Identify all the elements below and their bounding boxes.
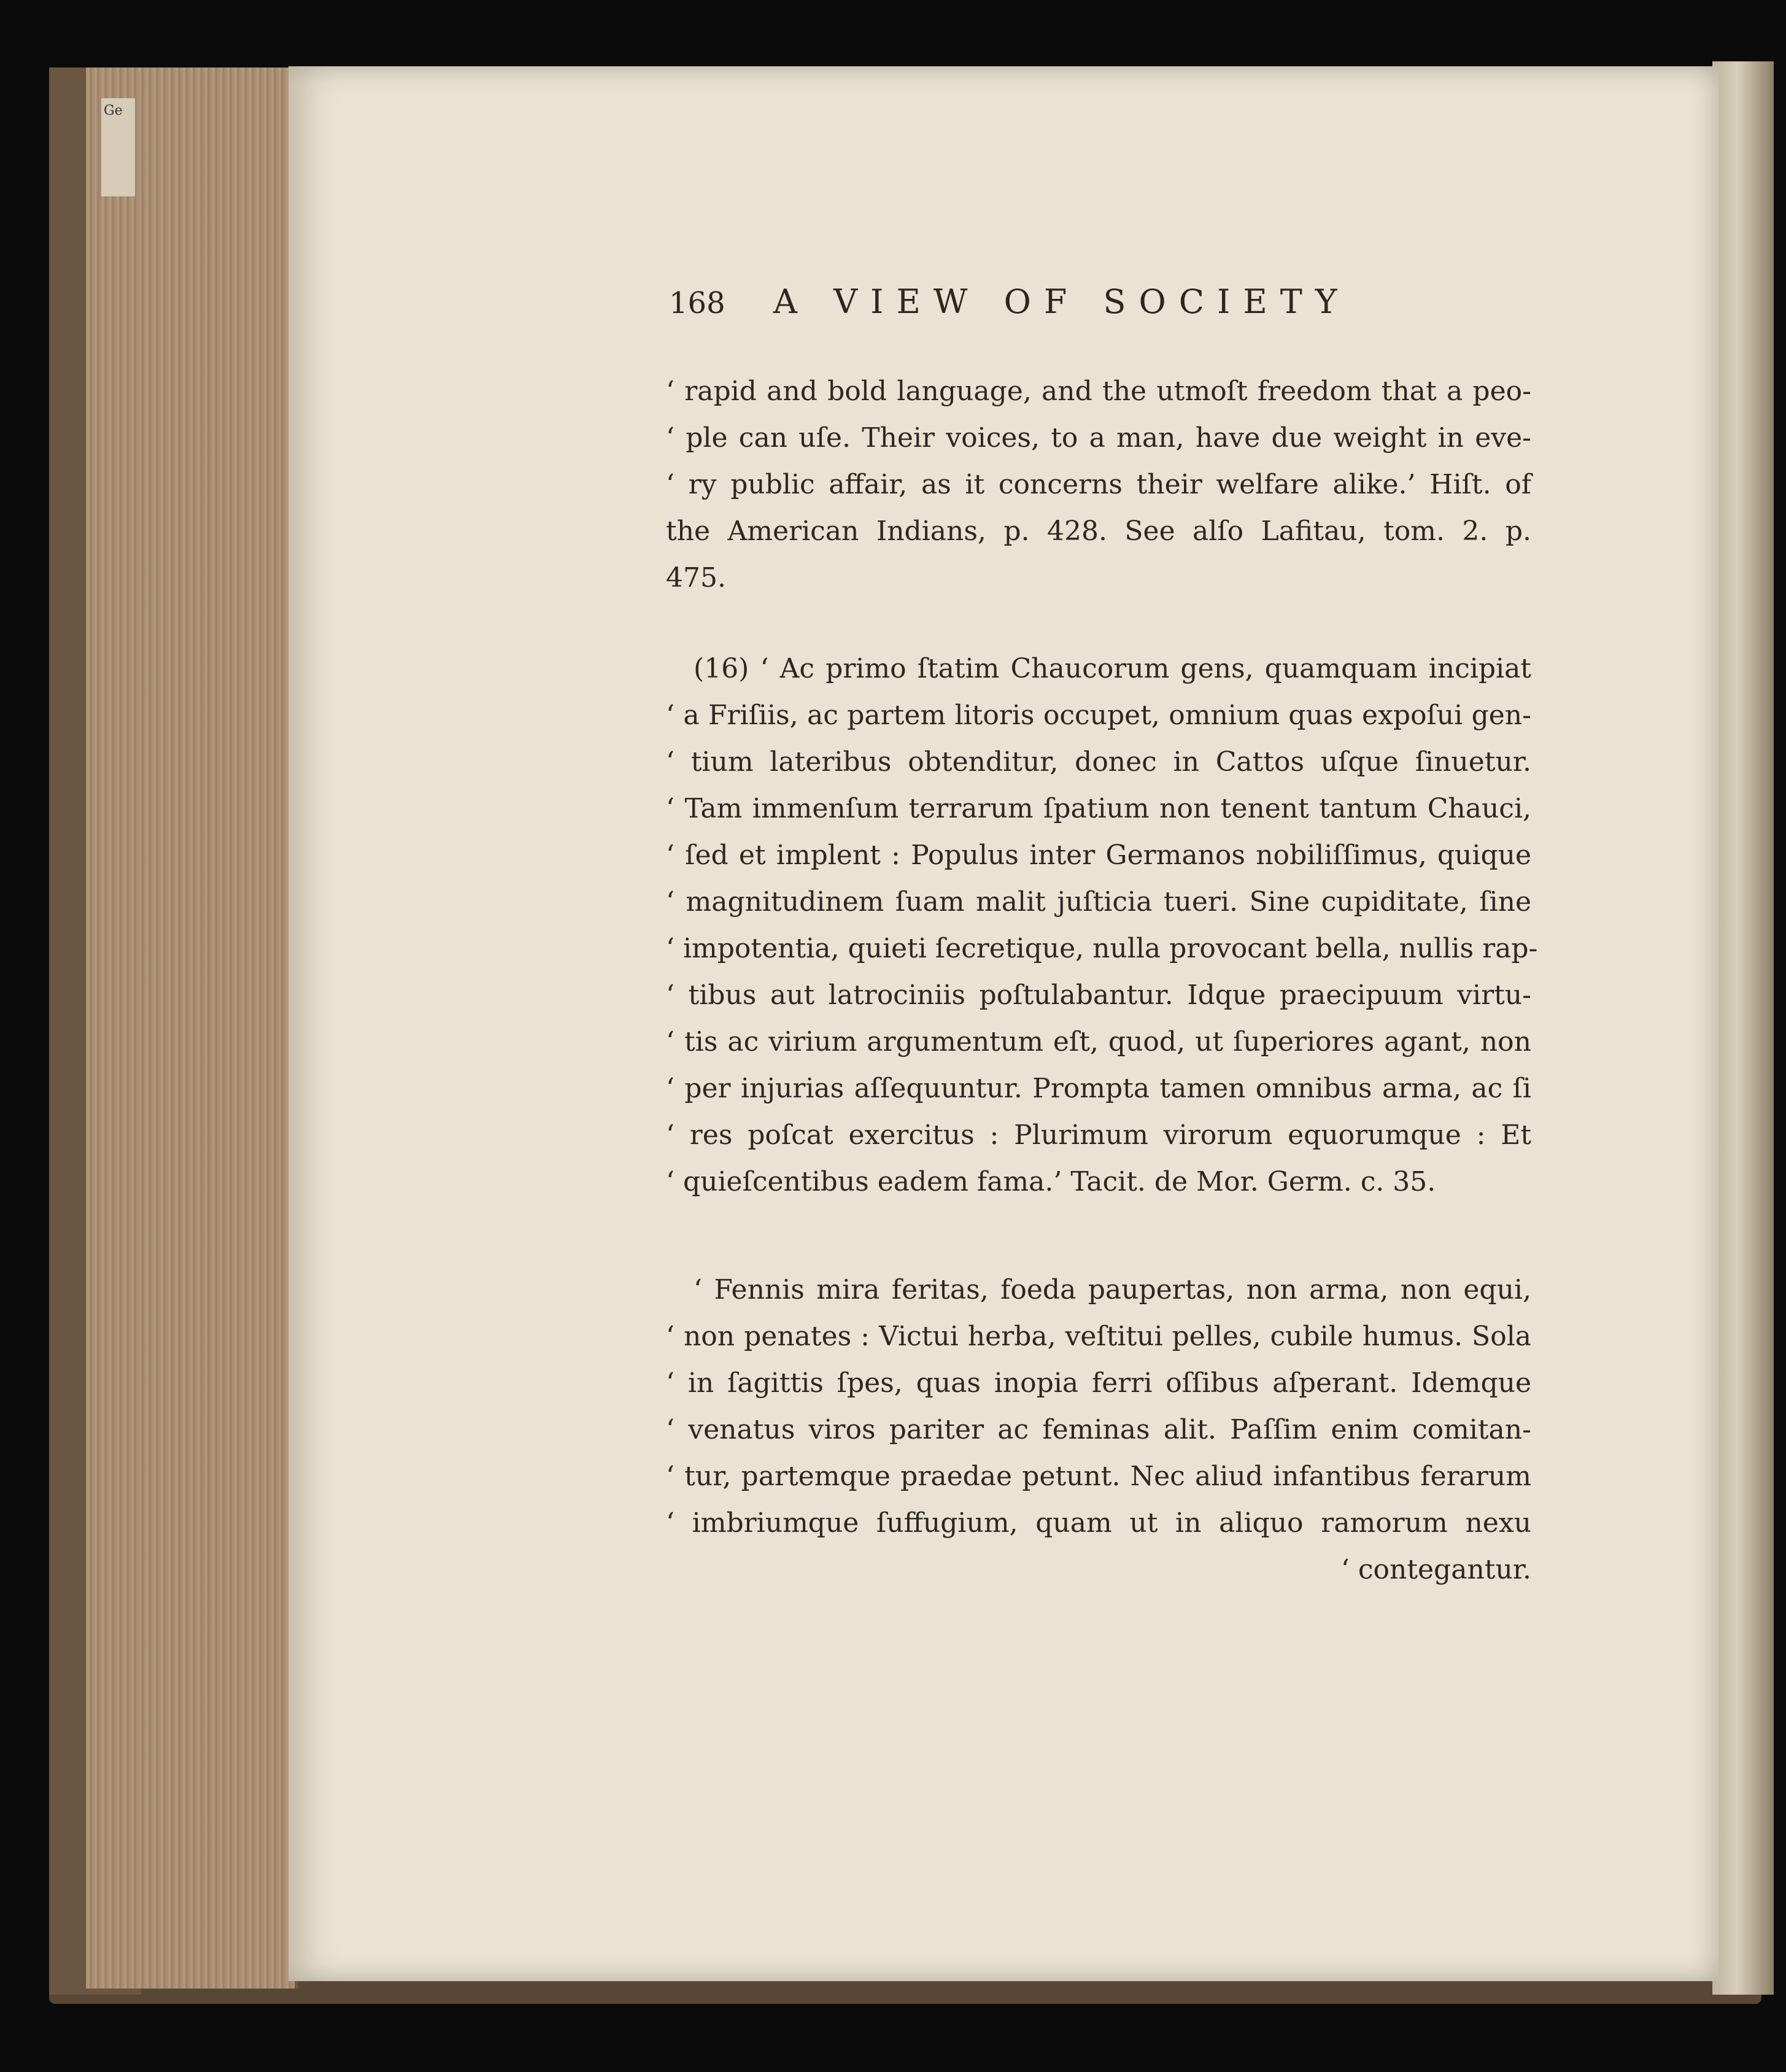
text-line: ‘ tibus aut latrociniis poſtulabantur. Idque praecipuum virtu- — [666, 980, 1531, 1011]
text-line: ‘ a Friſiis, ac partem litoris occupet, omnium quas expoſui gen- — [666, 700, 1531, 731]
text-block — [666, 368, 1538, 1593]
text-line: ‘ tur, partemque praedae petunt. Nec aliud infantibus ferarum — [666, 1461, 1531, 1492]
text-line: ‘ quieſcentibus eadem fama.’ Tacit. de Mor. Germ. c. 35. — [666, 1166, 1436, 1197]
text-line: ‘ ry public affair, as it concerns their welfare alike.’ Hiſt. of — [666, 469, 1531, 500]
facing-page-edge — [1712, 61, 1774, 1995]
text-line: ‘ tium lateribus obtenditur, donec in Cattos uſque ſinuetur. — [666, 746, 1531, 778]
catchword: ‘ contegantur. — [1340, 1554, 1531, 1585]
text-line: ‘ ſed et implent : Populus inter Germanos nobiliſſimus, quique — [666, 840, 1531, 871]
page-edges — [86, 68, 298, 1989]
text-line: ‘ magnitudinem ſuam malit juſticia tueri. Sine cupiditate, ſine — [666, 886, 1531, 918]
text-line: (16) ‘ Ac primo ſtatim Chaucorum gens, quamquam incipiat — [694, 653, 1531, 684]
running-title: A VIEW OF SOCIETY — [773, 282, 1350, 321]
text-line: ‘ Fennis mira feritas, foeda paupertas, non arma, non equi, — [694, 1274, 1531, 1305]
text-line: ‘ impotentia, quieti ſecretique, nulla provocant bella, nullis rap- — [666, 933, 1538, 964]
text-line: ‘ Tam immenſum terrarum ſpatium non tenent tantum Chauci, — [666, 793, 1531, 824]
text-line: the American Indians, p. 428. See alſo Lafitau, tom. 2. p. — [666, 516, 1531, 547]
spine-label: Ge — [101, 98, 135, 196]
text-line: ‘ res poſcat exercitus : Plurimum virorum equorumque : Et — [666, 1119, 1531, 1151]
text-line: ‘ tis ac virium argumentum eſt, quod, ut ſuperiores agant, non — [666, 1026, 1531, 1057]
text-line: ‘ imbriumque ſuffugium, quam ut in aliquo ramorum nexu — [666, 1507, 1531, 1539]
text-line: ‘ in ſagittis ſpes, quas inopia ferri oſſibus aſperant. Idemque — [666, 1367, 1531, 1399]
text-line: ‘ ple can uſe. Their voices, to a man, have due weight in eve- — [666, 422, 1531, 454]
text-line: ‘ venatus viros pariter ac feminas alit. Paſſim enim comitan- — [666, 1414, 1531, 1445]
page-number: 168 — [669, 286, 725, 320]
text-line: ‘ rapid and bold language, and the utmoſt freedom that a peo- — [666, 376, 1531, 407]
text-line: ‘ per injurias aſſequuntur. Prompta tamen omnibus arma, ac ſi — [666, 1073, 1531, 1104]
running-head — [669, 282, 1405, 321]
text-line: ‘ non penates : Victui herba, veſtitui pelles, cubile humus. Sola — [666, 1321, 1531, 1352]
text-line: 475. — [666, 562, 726, 593]
